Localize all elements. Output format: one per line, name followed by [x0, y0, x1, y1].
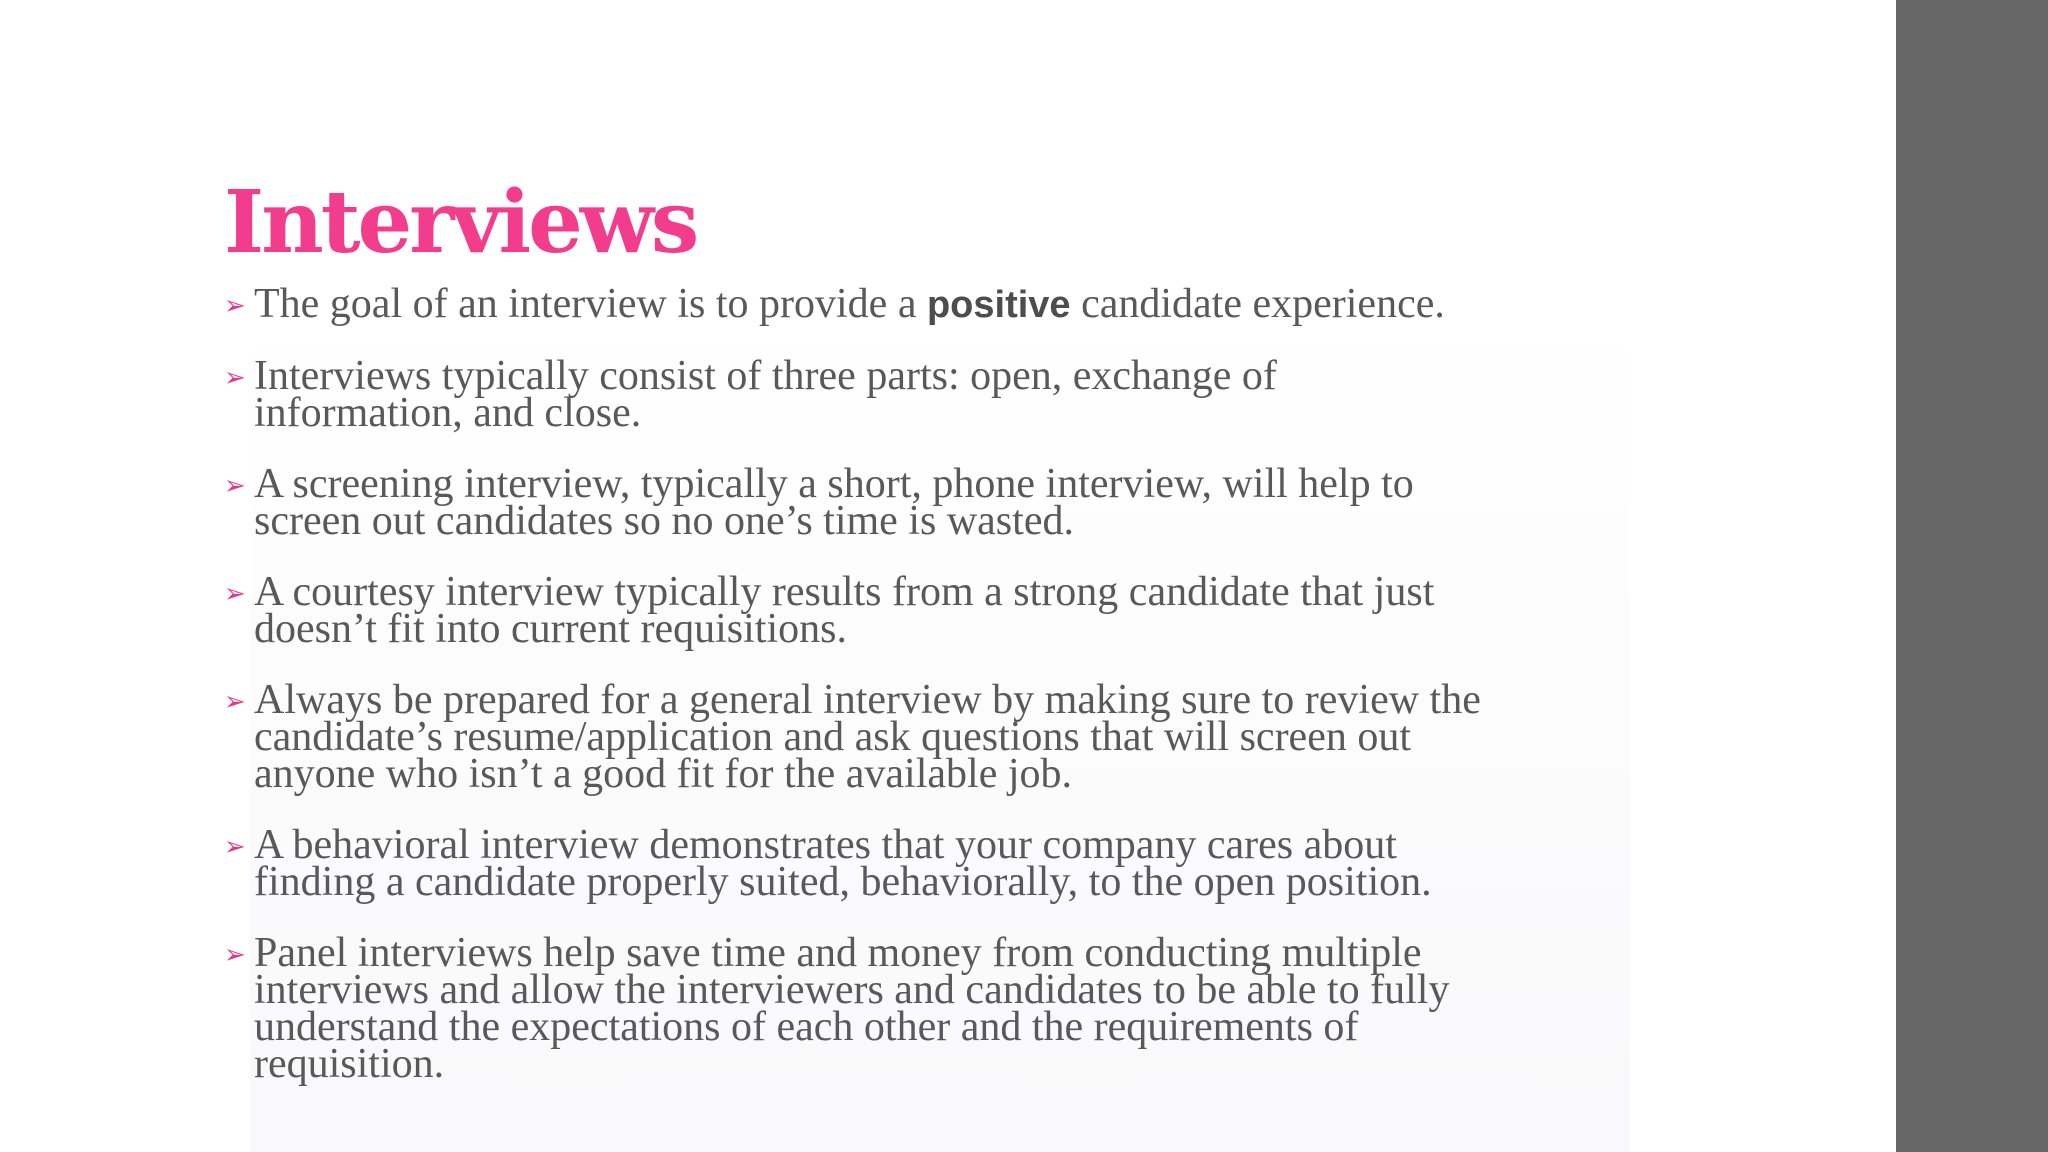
arrowhead-bullet-icon: ➢ — [224, 687, 246, 717]
bullet-line: A courtesy interview typically results from a strong candidate that just — [254, 569, 1435, 615]
bullet-line: candidate’s resume/application and ask questions that will screen out — [254, 714, 1412, 760]
bullet-line: interviews and allow the interviewers and candidates to be able to fully — [254, 967, 1450, 1013]
bullet-list — [224, 281, 1664, 1117]
bullet-item — [224, 677, 1664, 797]
side-accent-bar — [1896, 0, 2048, 1152]
bullet-line: Interviews typically consist of three parts: open, exchange of — [254, 353, 1277, 399]
arrowhead-bullet-icon: ➢ — [224, 832, 246, 862]
bullet-line — [254, 281, 1664, 327]
bullet-line: doesn’t fit into current requisitions. — [254, 606, 847, 652]
bullet-text: The goal of an interview is to provide a — [254, 281, 927, 327]
bullet-item — [224, 353, 1664, 436]
bullet-line: Always be prepared for a general interview by making sure to review the — [254, 677, 1481, 723]
bullet-item — [224, 930, 1664, 1087]
bullet-line: requisition. — [254, 1041, 445, 1087]
bullet-line: A screening interview, typically a short, phone interview, will help to — [254, 461, 1414, 507]
bullet-item — [224, 461, 1664, 544]
arrowhead-bullet-icon: ➢ — [224, 363, 246, 393]
bullet-line: A behavioral interview demonstrates that your company cares about — [254, 822, 1397, 868]
bullet-line: screen out candidates so no one’s time is wasted. — [254, 498, 1074, 544]
arrowhead-bullet-icon: ➢ — [224, 291, 246, 321]
bullet-text: candidate experience. — [1070, 281, 1445, 327]
arrowhead-bullet-icon: ➢ — [224, 579, 246, 609]
bullet-line: Panel interviews help save time and money from conducting multiple — [254, 930, 1422, 976]
bullet-item — [224, 569, 1664, 652]
bullet-line: anyone who isn’t a good fit for the available job. — [254, 751, 1073, 797]
bullet-item — [224, 822, 1664, 905]
bullet-line: understand the expectations of each other and the requirements of — [254, 1004, 1359, 1050]
bullet-line: information, and close. — [254, 390, 642, 436]
bullet-item — [224, 281, 1664, 327]
slide-title: Interviews — [224, 172, 697, 273]
emphasis-text: positive — [926, 284, 1071, 326]
arrowhead-bullet-icon: ➢ — [224, 940, 246, 970]
arrowhead-bullet-icon: ➢ — [224, 471, 246, 501]
bullet-line: finding a candidate properly suited, behaviorally, to the open position. — [254, 859, 1432, 905]
